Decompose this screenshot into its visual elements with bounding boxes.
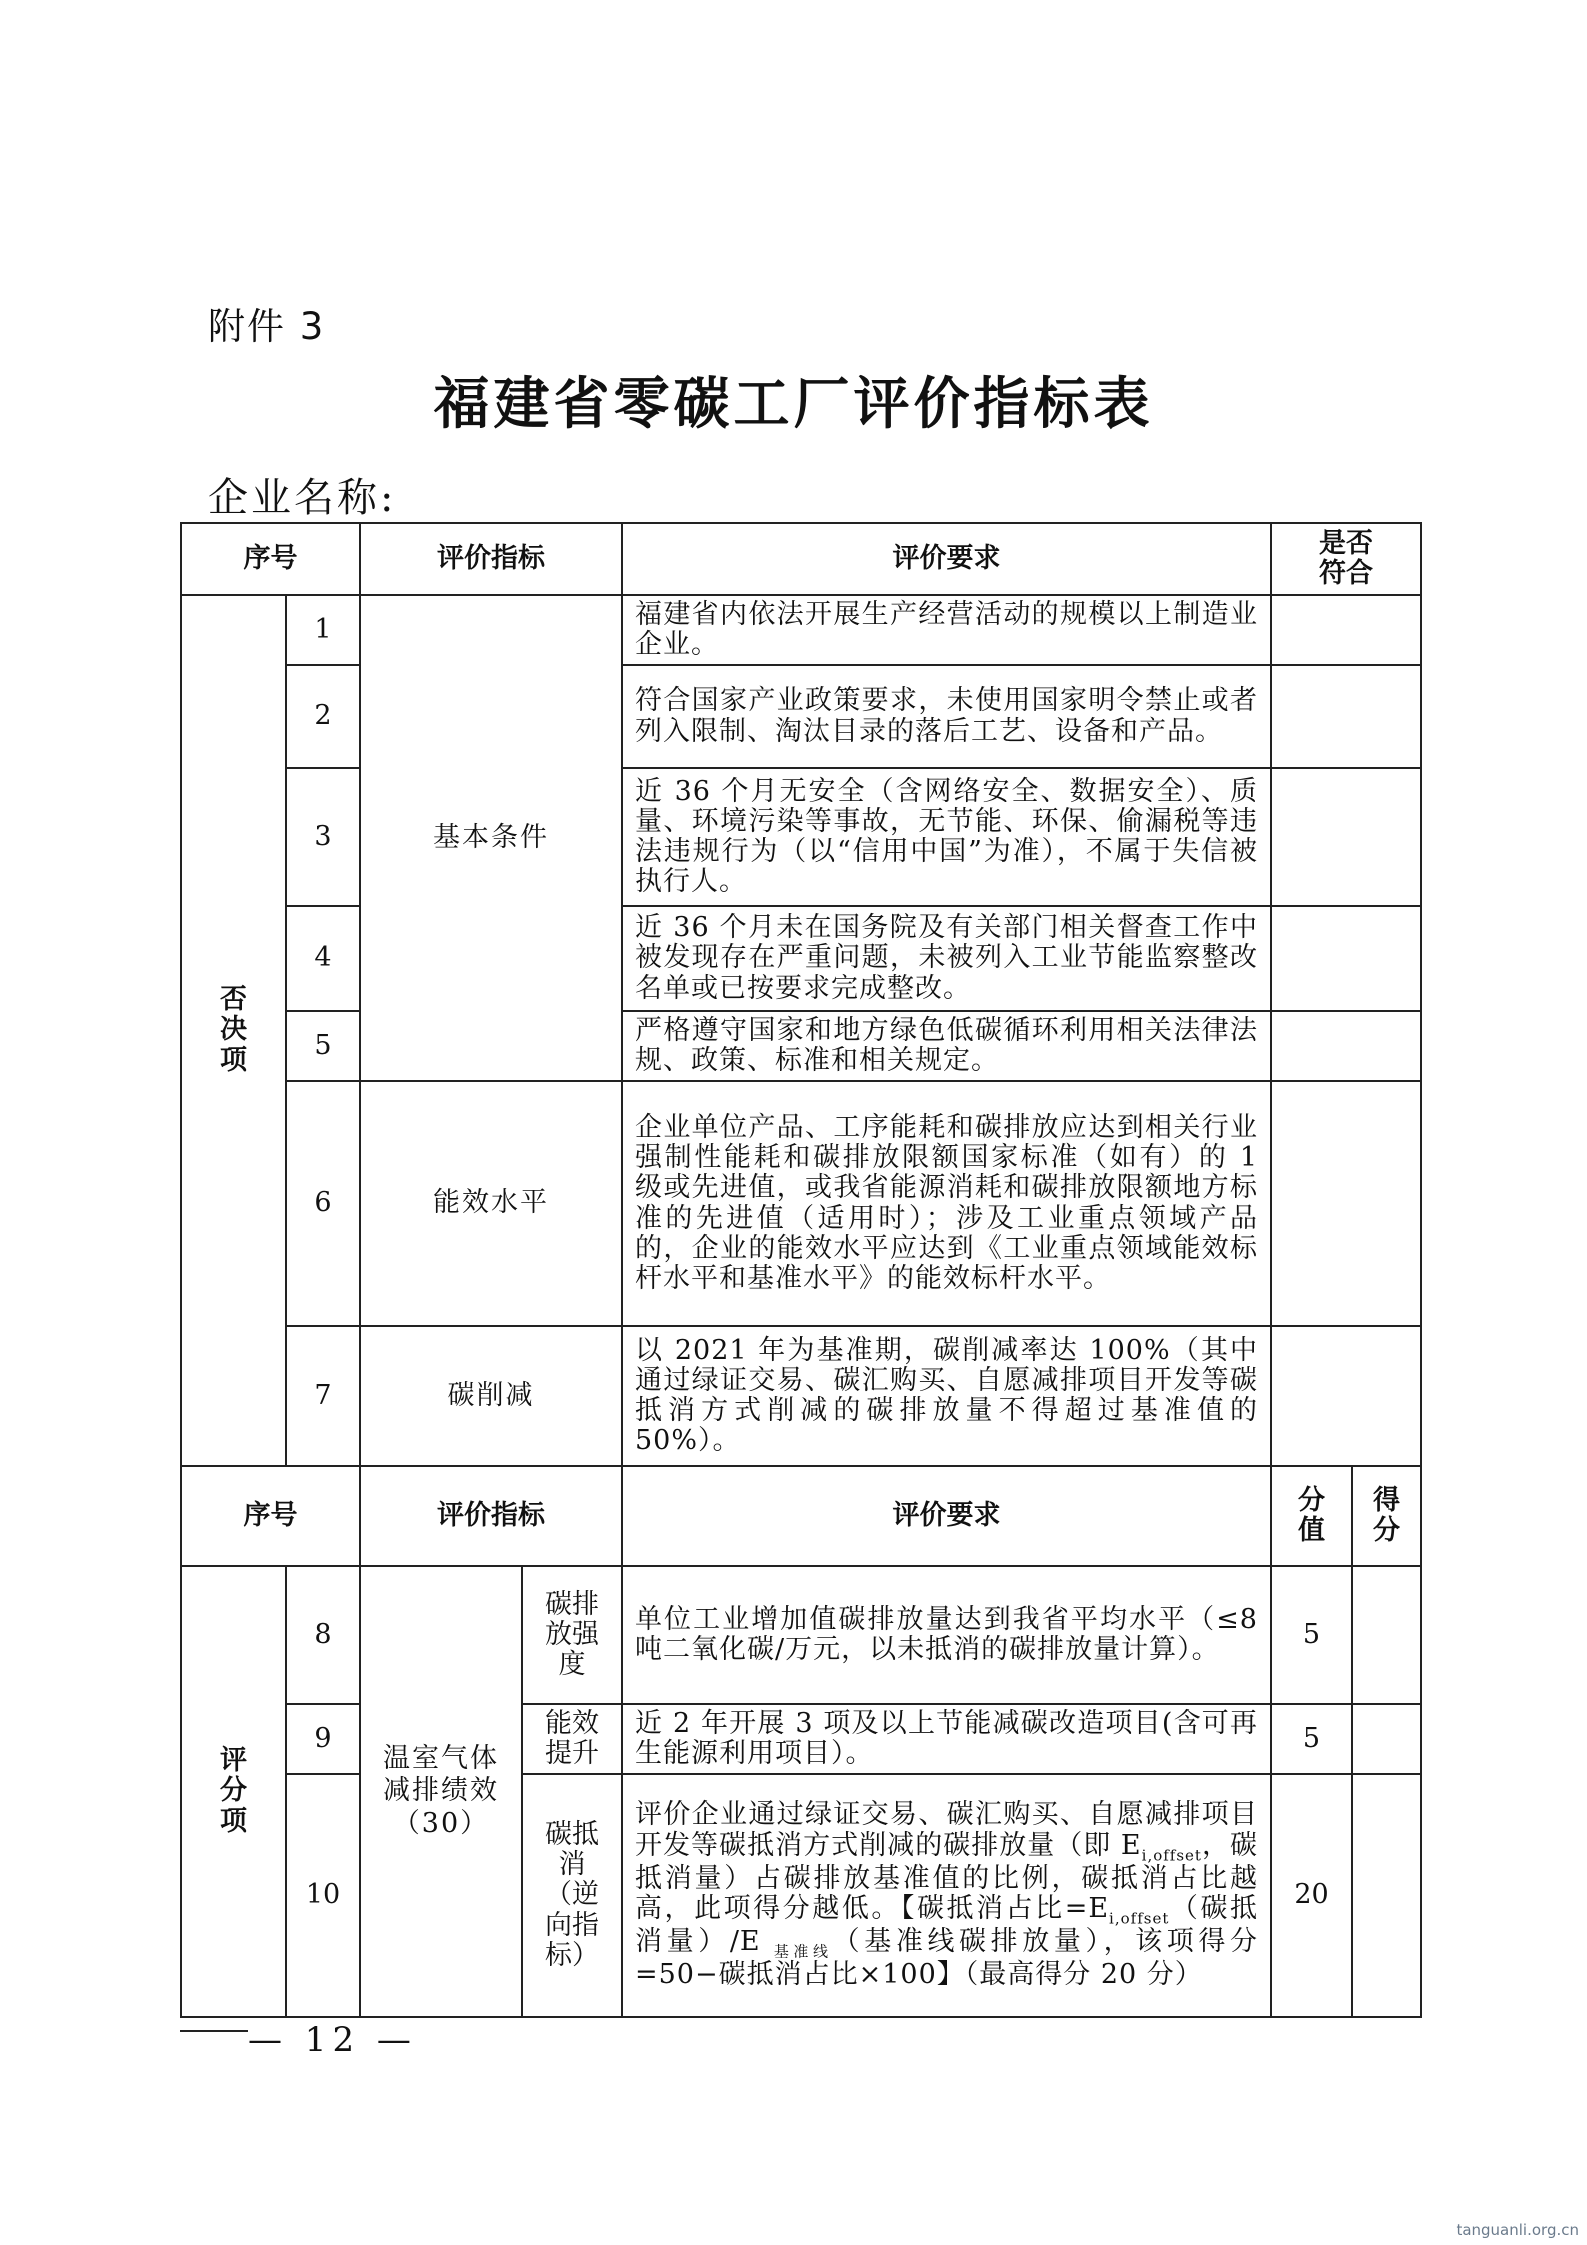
requirement-text: 近 2 年开展 3 项及以上节能减碳改造项目(含可再生能源利用项目）。	[622, 1704, 1271, 1774]
header-indicator: 评价指标	[360, 1466, 622, 1566]
page-number: — 12 —	[248, 2020, 417, 2060]
indicator-carbon-reduction: 碳削减	[360, 1326, 622, 1466]
row-number: 6	[286, 1081, 360, 1326]
row-number: 9	[286, 1704, 360, 1774]
comply-cell[interactable]	[1271, 1011, 1421, 1081]
header-row-veto	[181, 523, 1421, 595]
header-comply	[1271, 523, 1421, 595]
comply-cell[interactable]	[1271, 906, 1421, 1011]
footnote-divider	[180, 2030, 248, 2032]
requirement-text: 符合国家产业政策要求，未使用国家明令禁止或者列入限制、淘汰目录的落后工艺、设备和产品。	[622, 665, 1271, 768]
score-got-cell[interactable]	[1352, 1704, 1421, 1774]
requirement-text: 福建省内依法开展生产经营活动的规模以上制造业企业。	[622, 595, 1271, 665]
header-seq: 序号	[181, 523, 360, 595]
comply-cell[interactable]	[1271, 595, 1421, 665]
table-row	[181, 1326, 1421, 1466]
requirement-text: 近 36 个月无安全（含网络安全、数据安全）、质量、环境污染等事故，无节能、环保、偷漏税等违法违规行为（以“信用中国”为准），不属于失信被执行人。	[622, 768, 1271, 906]
page-title: 福建省零碳工厂评价指标表	[433, 371, 1154, 437]
header-score-got: 得 分	[1352, 1466, 1421, 1566]
comply-cell[interactable]	[1271, 665, 1421, 768]
watermark: tanguanli.org.cn	[1456, 2221, 1579, 2239]
header-comply-line2: 符合	[1319, 558, 1373, 589]
veto-section-label: 否 决 项	[181, 595, 286, 1466]
header-requirement: 评价要求	[622, 1466, 1271, 1566]
row-number: 5	[286, 1011, 360, 1081]
row-number: 1	[286, 595, 360, 665]
header-score-value: 分 值	[1271, 1466, 1352, 1566]
requirement-text: 近 36 个月未在国务院及有关部门相关督查工作中被发现存在严重问题，未被列入工业节能监察整改名单或已按要求完成整改。	[622, 906, 1271, 1011]
requirement-text: 严格遵守国家和地方绿色低碳循环利用相关法律法规、政策、标准和相关规定。	[622, 1011, 1271, 1081]
row-number: 10	[286, 1774, 360, 2017]
indicator-ghg-reduction: 温室气体 减排绩效 （30）	[360, 1566, 522, 2017]
row-number: 4	[286, 906, 360, 1011]
header-indicator: 评价指标	[360, 523, 622, 595]
requirement-text: 企业单位产品、工序能耗和碳排放应达到相关行业强制性能耗和碳排放限额国家标准（如有）的 1 级或先进值，或我省能源消耗和碳排放限额地方标准的先进值（适用时）；涉及工业重点领域产品的，企业的能效水平应达到《工业重点领域能效标杆水平和基准水平》的能效标杆水平。	[622, 1081, 1271, 1326]
indicator-basic-conditions: 基本条件	[360, 595, 622, 1081]
score-value: 20	[1271, 1774, 1352, 2017]
row-number: 8	[286, 1566, 360, 1704]
attachment-label: 附件 3	[208, 305, 326, 348]
company-name-label: 企业名称:	[208, 475, 397, 521]
header-seq: 序号	[181, 1466, 360, 1566]
score-value: 5	[1271, 1704, 1352, 1774]
comply-cell[interactable]	[1271, 768, 1421, 906]
comply-cell[interactable]	[1271, 1326, 1421, 1466]
table-row	[181, 1566, 1421, 1704]
row-number: 7	[286, 1326, 360, 1466]
sub-indicator-carbon-intensity: 碳排 放强 度	[522, 1566, 622, 1704]
requirement-text: 以 2021 年为基准期，碳削减率达 100%（其中通过绿证交易、碳汇购买、自愿减排项目开发等碳抵消方式削减的碳排放量不得超过基准值的 50%）。	[622, 1326, 1271, 1466]
sub-indicator-efficiency-improvement: 能效 提升	[522, 1704, 622, 1774]
row-number: 3	[286, 768, 360, 906]
header-requirement: 评价要求	[622, 523, 1271, 595]
table-row	[181, 595, 1421, 665]
indicator-energy-efficiency: 能效水平	[360, 1081, 622, 1326]
score-value: 5	[1271, 1566, 1352, 1704]
sub-indicator-carbon-offset: 碳抵 消 （逆 向指 标）	[522, 1774, 622, 2017]
comply-cell[interactable]	[1271, 1081, 1421, 1326]
score-got-cell[interactable]	[1352, 1774, 1421, 2017]
requirement-text: 单位工业增加值碳排放量达到我省平均水平（≤8 吨二氧化碳/万元，以未抵消的碳排放量计算）。	[622, 1566, 1271, 1704]
header-comply-line1: 是否	[1319, 527, 1373, 559]
requirement-text-offset: 评价企业通过绿证交易、碳汇购买、自愿减排项目开发等碳抵消方式削减的碳排放量（即 $E_{i,offset}$，碳抵消量）占碳排放基准值的比例，碳抵消占比越高，此项得分越低。【碳抵消占比$=E_{i,offset}$（碳抵消量）/E $_{基准线}$（基准线碳排放量），该项得分=50−碳抵消占比×100】（最高得分 20 分）	[622, 1774, 1271, 2017]
score-section-label: 评 分 项	[181, 1566, 286, 2017]
score-got-cell[interactable]	[1352, 1566, 1421, 1704]
evaluation-table	[180, 522, 1422, 2018]
table-row	[181, 1081, 1421, 1326]
row-number: 2	[286, 665, 360, 768]
header-row-score	[181, 1466, 1421, 1566]
